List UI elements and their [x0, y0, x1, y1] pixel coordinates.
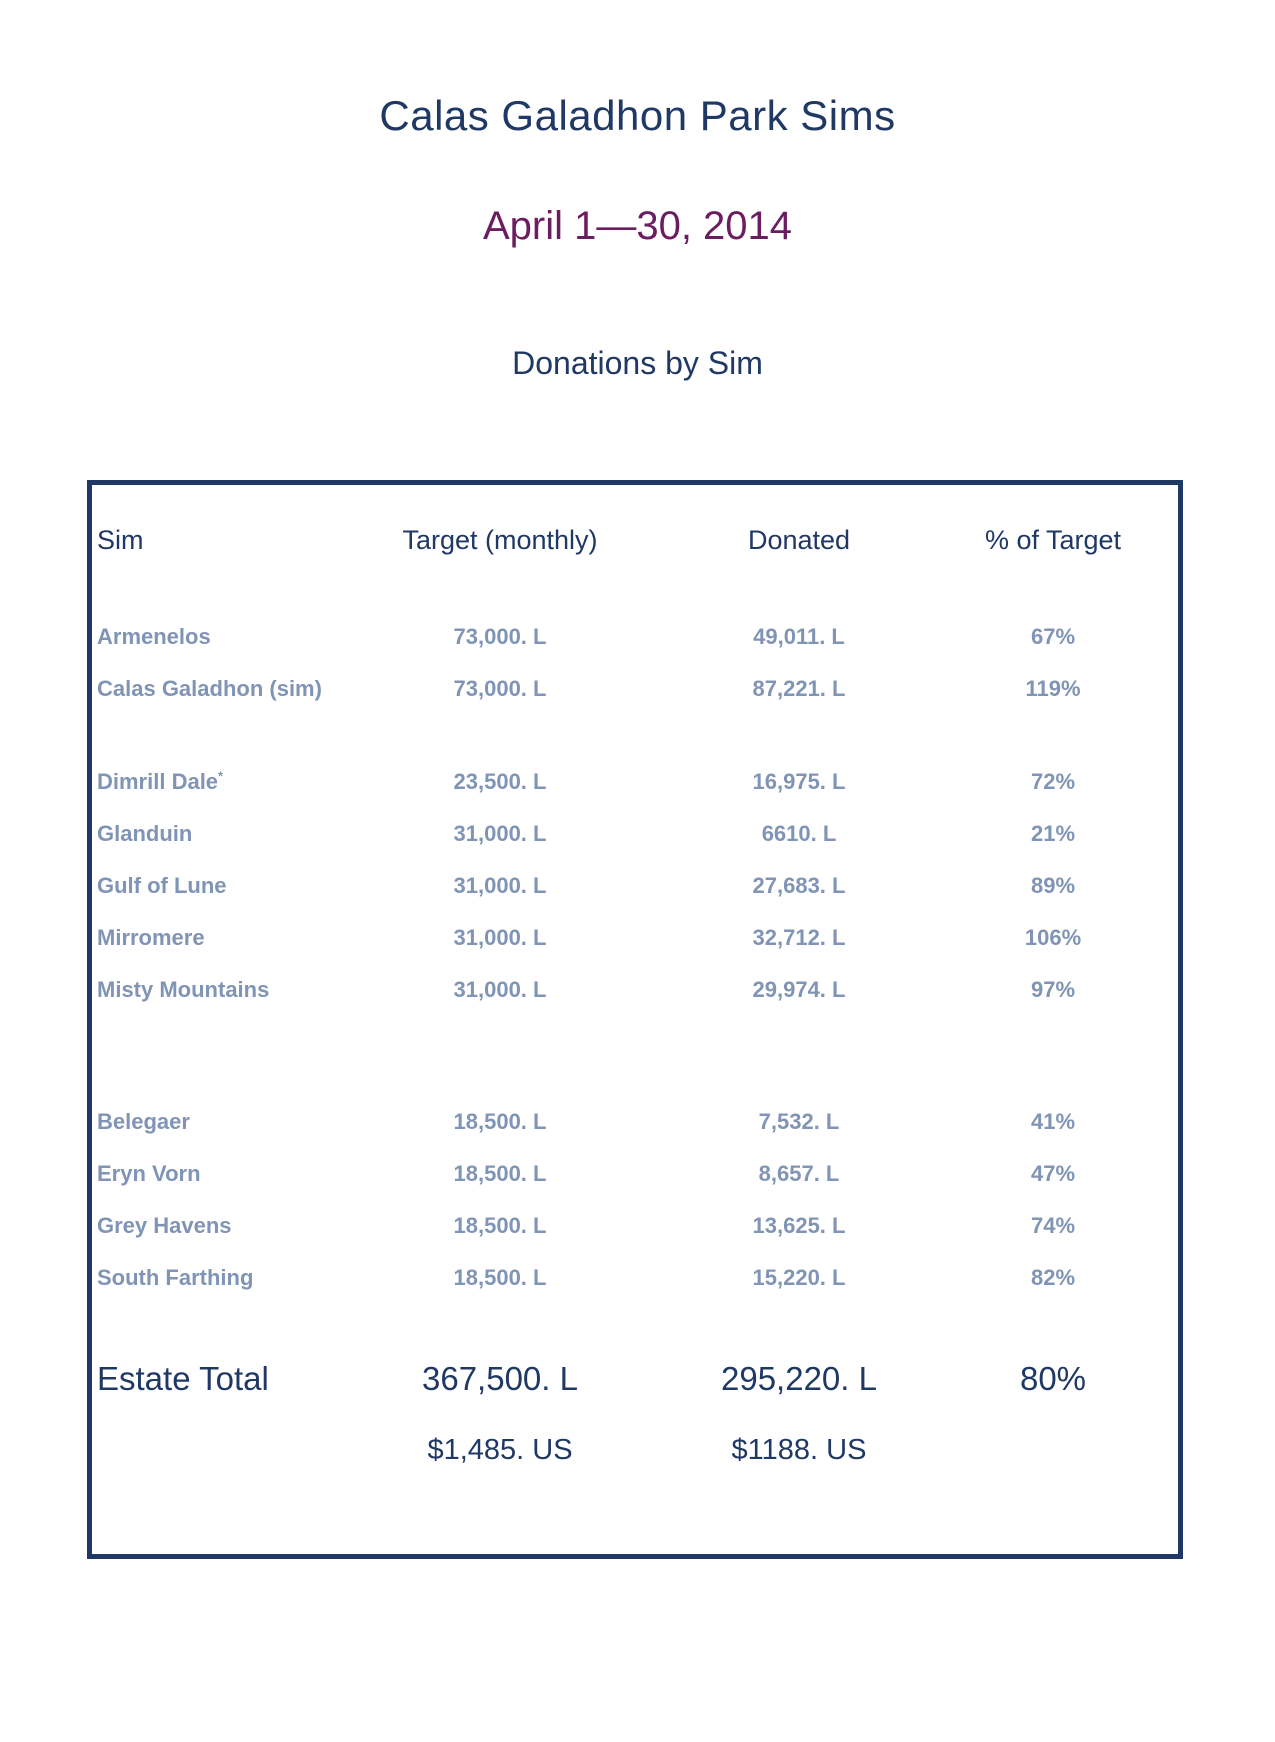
sim-name: Eryn Vorn — [97, 1161, 201, 1186]
table-row — [94, 808, 1178, 860]
table-row — [94, 663, 1178, 715]
percent-value: 119% — [1025, 676, 1081, 701]
table-row — [94, 1096, 1178, 1148]
donations-table — [87, 480, 1183, 1559]
column-header-target: Target (monthly) — [402, 525, 598, 555]
donated-value: 16,975. L — [752, 769, 846, 794]
page-title: Calas Galadhon Park Sims — [379, 92, 896, 139]
target-value: 73,000. L — [453, 624, 547, 649]
percent-value: 21% — [1030, 821, 1076, 846]
estate-total-target: 367,500. L — [422, 1360, 578, 1397]
percent-value: 82% — [1030, 1265, 1076, 1290]
target-value: 31,000. L — [453, 873, 547, 898]
usd-donated-value: $1188. US — [731, 1433, 867, 1466]
usd-target-value: $1,485. US — [427, 1433, 573, 1466]
table-row — [94, 1200, 1178, 1252]
sim-name: Calas Galadhon (sim) — [97, 676, 322, 701]
table-row — [94, 1148, 1178, 1200]
donated-value: 87,221. L — [752, 676, 846, 701]
donated-value: 13,625. L — [752, 1213, 846, 1238]
target-value: 31,000. L — [453, 821, 547, 846]
table-header-row — [94, 525, 1178, 556]
percent-value: 106% — [1024, 925, 1082, 950]
donated-value: 29,974. L — [752, 977, 846, 1002]
target-value: 18,500. L — [453, 1213, 547, 1238]
table-row — [94, 964, 1178, 1016]
target-value: 23,500. L — [453, 769, 547, 794]
table-row — [94, 860, 1178, 912]
target-value: 18,500. L — [453, 1265, 547, 1290]
sim-name: South Farthing — [97, 1265, 254, 1290]
column-header-sim: Sim — [97, 525, 144, 555]
date-range: April 1—30, 2014 — [482, 204, 793, 248]
sim-name: Gulf of Lune — [97, 873, 227, 898]
sim-name-text: Dimrill Dale — [97, 769, 219, 794]
sim-name: Armenelos — [97, 624, 211, 649]
target-value: 31,000. L — [453, 977, 547, 1002]
section-subtitle: Donations by Sim — [512, 345, 763, 381]
target-value: 18,500. L — [453, 1161, 547, 1186]
sim-name — [94, 769, 366, 795]
donated-value: 27,683. L — [752, 873, 846, 898]
target-value: 31,000. L — [453, 925, 547, 950]
sim-name: Grey Havens — [97, 1213, 232, 1238]
donated-value: 15,220. L — [752, 1265, 846, 1290]
estate-total-row — [94, 1354, 1178, 1404]
estate-total-percent: 80% — [1019, 1360, 1087, 1397]
column-header-donated: Donated — [747, 525, 851, 555]
donated-value: 49,011. L — [753, 624, 845, 649]
percent-value: 47% — [1030, 1161, 1076, 1186]
table-row — [94, 756, 1178, 808]
percent-value: 74% — [1030, 1213, 1076, 1238]
sim-name: Mirromere — [97, 925, 205, 950]
donated-value: 6610. L — [761, 821, 837, 846]
estate-total-donated: 295,220. L — [721, 1360, 877, 1397]
footnote-asterisk: * — [218, 768, 224, 784]
donated-value: 8,657. L — [758, 1161, 840, 1186]
table-row — [94, 1252, 1178, 1304]
sim-name: Belegaer — [97, 1109, 190, 1134]
percent-value: 72% — [1030, 769, 1076, 794]
sim-name: Glanduin — [97, 821, 193, 846]
percent-value: 89% — [1030, 873, 1076, 898]
donated-value: 7,532. L — [758, 1109, 840, 1134]
sim-name: Misty Mountains — [97, 977, 270, 1002]
percent-value: 97% — [1030, 977, 1076, 1002]
usd-total-row — [94, 1424, 1178, 1476]
column-header-percent: % of Target — [984, 525, 1122, 555]
table-row — [94, 912, 1178, 964]
table-row — [94, 611, 1178, 663]
estate-total-label: Estate Total — [97, 1360, 269, 1397]
target-value: 18,500. L — [453, 1109, 547, 1134]
percent-value: 67% — [1030, 624, 1076, 649]
document-page — [0, 92, 1275, 1559]
target-value: 73,000. L — [453, 676, 547, 701]
percent-value: 41% — [1030, 1109, 1076, 1134]
donated-value: 32,712. L — [752, 925, 846, 950]
